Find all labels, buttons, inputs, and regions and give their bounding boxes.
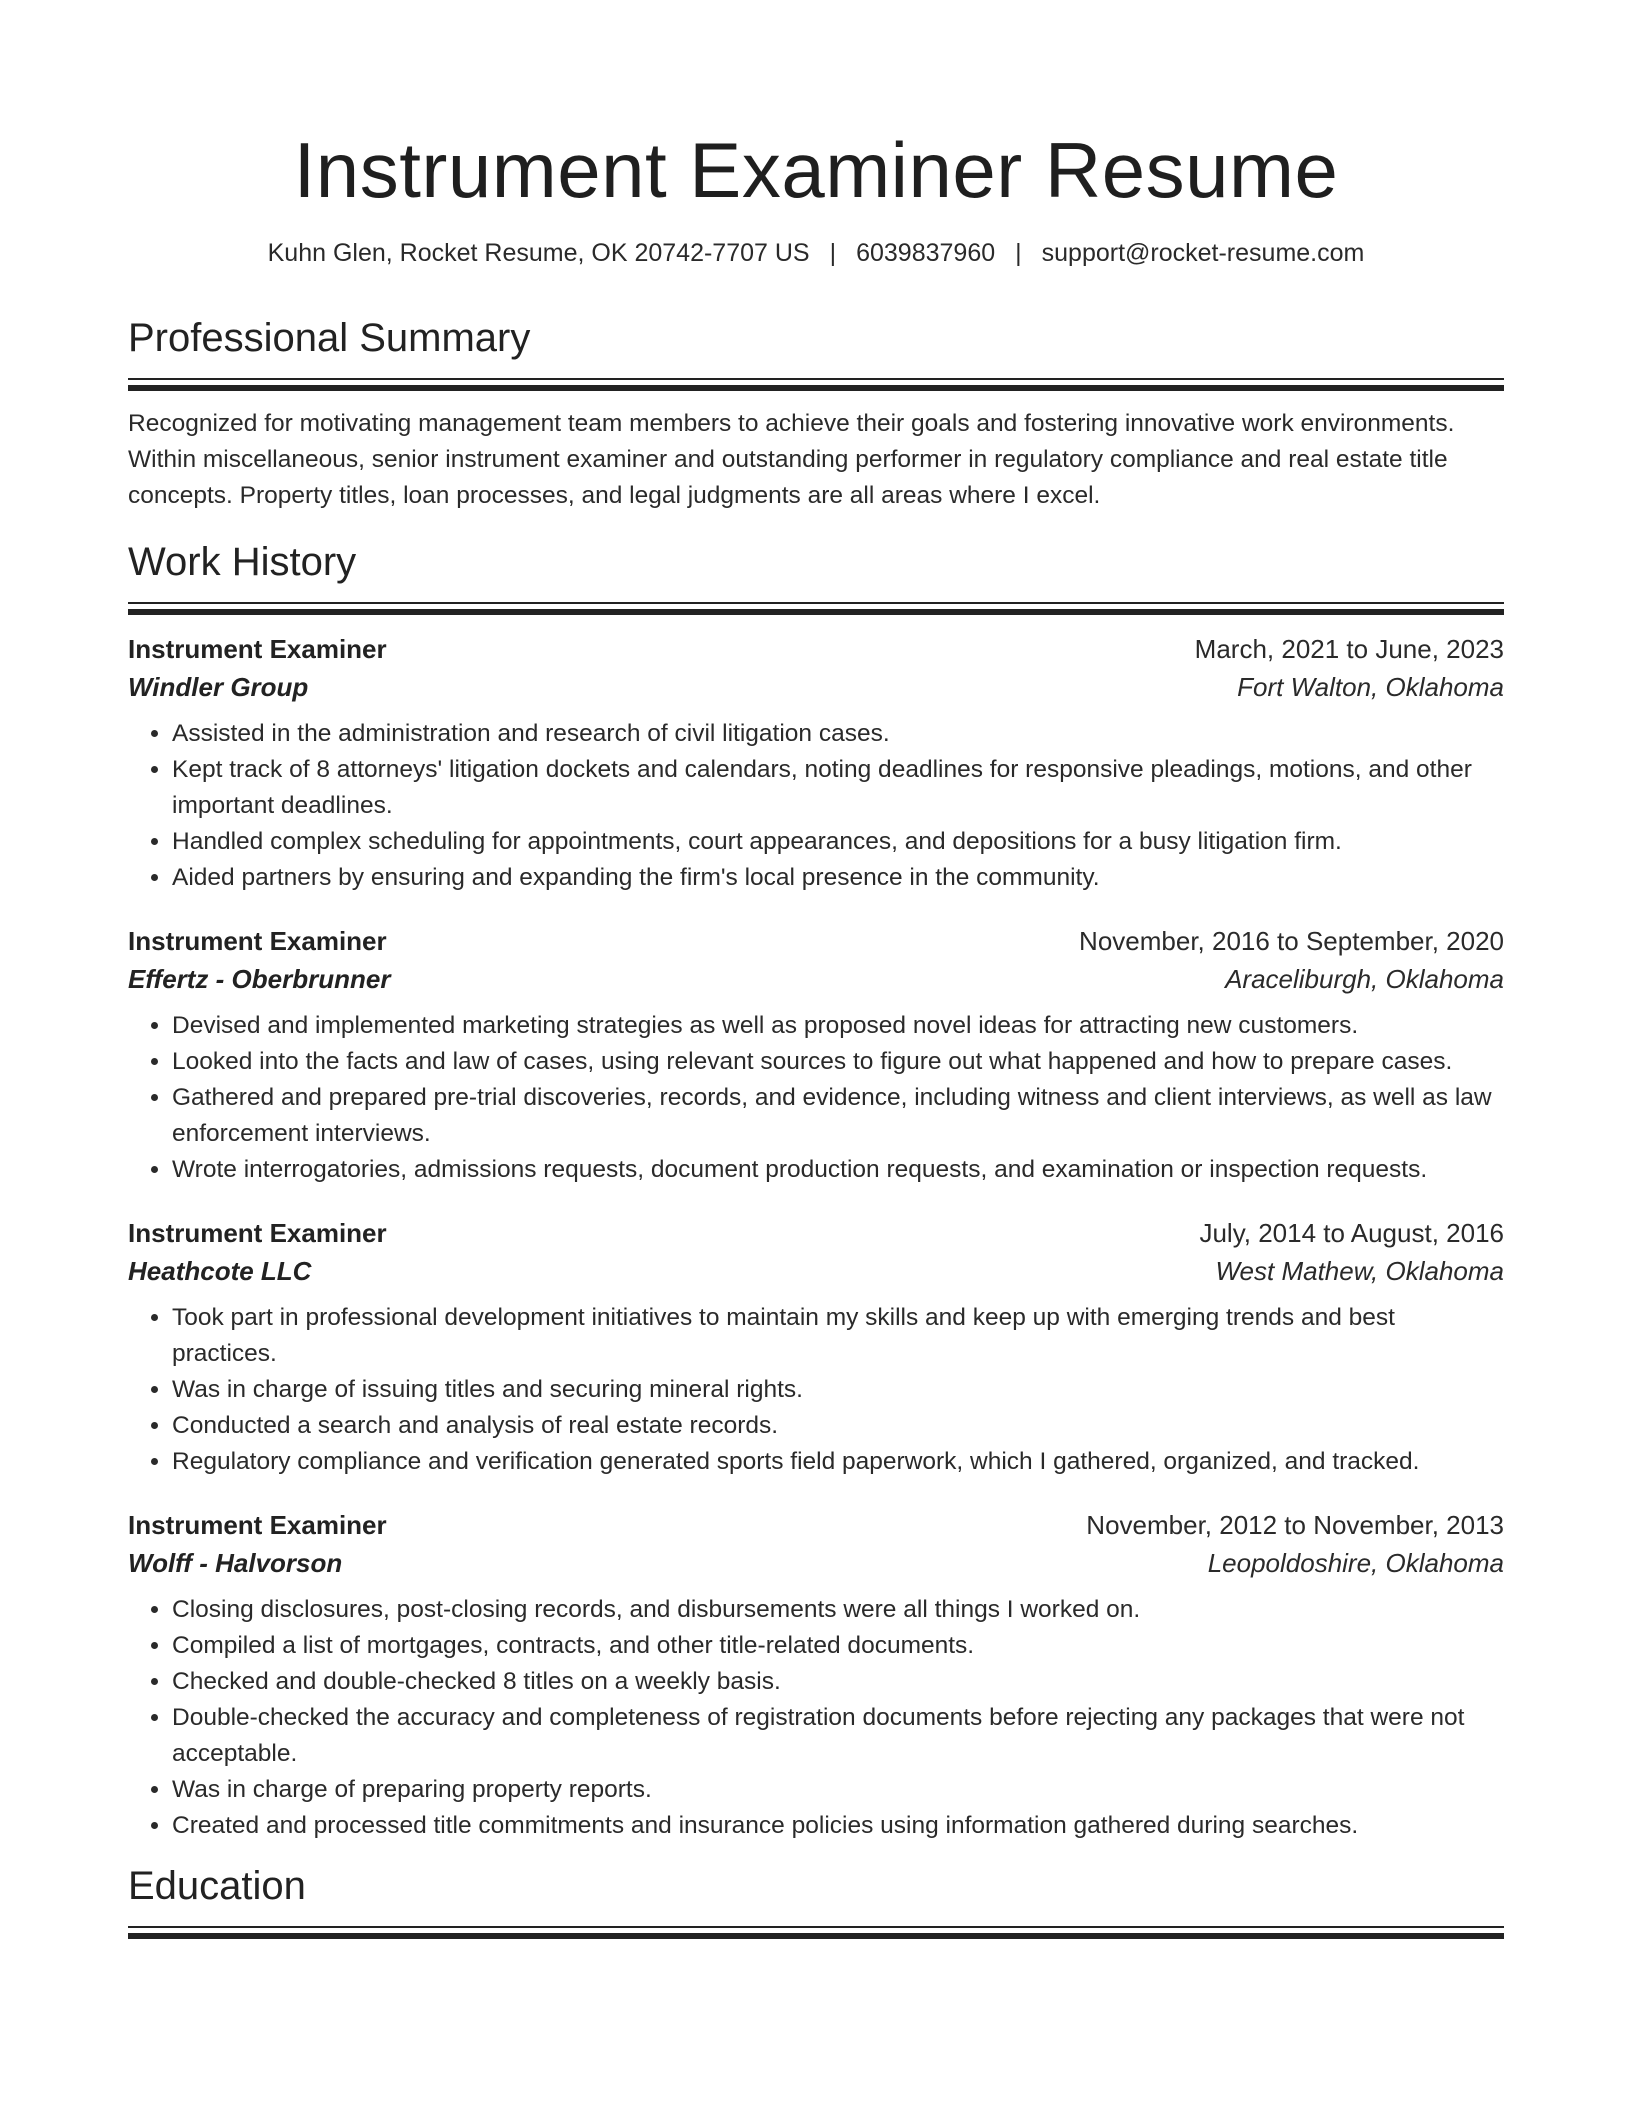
- section-heading-education: Education: [128, 1864, 306, 1908]
- job-location: Fort Walton, Oklahoma: [1237, 672, 1504, 702]
- contact-email: support@rocket-resume.com: [1041, 239, 1365, 267]
- job-bullets: [128, 1592, 1504, 1844]
- job-company: Wolff - Halvorson: [128, 1548, 343, 1578]
- list-item: • Looked into the facts and law of cases, using relevant sources to figure out what happened and how to prepare cases.: [172, 1044, 1504, 1080]
- section-divider: [128, 1926, 1504, 1936]
- job-dates: November, 2012 to November, 2013: [1086, 1510, 1504, 1540]
- list-item: • Closing disclosures, post-closing records, and disbursements were all things I worked on.: [172, 1592, 1504, 1628]
- list-item: • Devised and implemented marketing strategies as well as proposed novel ideas for attracting new customers.: [172, 1008, 1504, 1044]
- list-item: • Kept track of 8 attorneys' litigation dockets and calendars, noting deadlines for responsive pleadings, motions, and other important deadlines.: [172, 752, 1504, 824]
- professional-summary-section: [128, 312, 1504, 514]
- list-item: • Took part in professional development initiatives to maintain my skills and keep up with emerging trends and best practices.: [172, 1300, 1504, 1372]
- list-item: • Assisted in the administration and research of civil litigation cases.: [172, 716, 1504, 752]
- contact-line: [128, 236, 1504, 270]
- section-heading-summary: Professional Summary: [128, 316, 531, 360]
- list-item: • Conducted a search and analysis of real estate records.: [172, 1408, 1504, 1444]
- section-divider: [128, 378, 1504, 388]
- job-company: Windler Group: [128, 672, 309, 702]
- job-location: Araceliburgh, Oklahoma: [1225, 964, 1504, 994]
- job-location: West Mathew, Oklahoma: [1215, 1256, 1504, 1286]
- list-item: • Regulatory compliance and verification generated sports field paperwork, which I gathered, organized, and tracked.: [172, 1444, 1504, 1480]
- job-entry: [128, 922, 1504, 1188]
- job-company: Effertz - Oberbrunner: [128, 964, 391, 994]
- job-entry: [128, 1506, 1504, 1844]
- education-section: [128, 1860, 1504, 1936]
- section-divider: [128, 602, 1504, 612]
- job-company: Heathcote LLC: [128, 1256, 312, 1286]
- job-dates: November, 2016 to September, 2020: [1079, 926, 1504, 956]
- list-item: • Handled complex scheduling for appointments, court appearances, and depositions for a busy litigation firm.: [172, 824, 1504, 860]
- job-bullets: [128, 716, 1504, 896]
- job-title: Instrument Examiner: [128, 634, 387, 664]
- list-item: • Was in charge of issuing titles and securing mineral rights.: [172, 1372, 1504, 1408]
- list-item: • Created and processed title commitments and insurance policies using information gathered during searches.: [172, 1808, 1504, 1844]
- job-dates: July, 2014 to August, 2016: [1199, 1218, 1504, 1248]
- list-item: • Was in charge of preparing property reports.: [172, 1772, 1504, 1808]
- list-item: • Compiled a list of mortgages, contracts, and other title-related documents.: [172, 1628, 1504, 1664]
- contact-separator: |: [1015, 239, 1022, 267]
- work-history-section: [128, 536, 1504, 1844]
- job-title: Instrument Examiner: [128, 1218, 387, 1248]
- job-bullets: [128, 1300, 1504, 1480]
- resume-title: Instrument Examiner Resume: [293, 126, 1339, 214]
- list-item: • Double-checked the accuracy and completeness of registration documents before rejecting any packages that were not acceptable.: [172, 1700, 1504, 1772]
- summary-text: Recognized for motivating management team members to achieve their goals and fostering innovative work environments. Within miscellaneous, senior instrument examiner and outstanding performer in regulatory compliance and real estate title concepts. Property titles, loan processes, and legal judgments are all areas where I excel.: [128, 410, 1455, 509]
- job-bullets: [128, 1008, 1504, 1188]
- list-item: • Aided partners by ensuring and expanding the firm's local presence in the community.: [172, 860, 1504, 896]
- list-item: • Gathered and prepared pre-trial discoveries, records, and evidence, including witness and client interviews, as well as law enforcement interviews.: [172, 1080, 1504, 1152]
- list-item: • Wrote interrogatories, admissions requests, document production requests, and examination or inspection requests.: [172, 1152, 1504, 1188]
- list-item: • Checked and double-checked 8 titles on a weekly basis.: [172, 1664, 1504, 1700]
- job-title: Instrument Examiner: [128, 926, 387, 956]
- job-dates: March, 2021 to June, 2023: [1194, 634, 1504, 664]
- job-location: Leopoldoshire, Oklahoma: [1207, 1548, 1504, 1578]
- contact-separator: |: [829, 239, 837, 267]
- job-entry: [128, 630, 1504, 896]
- contact-phone: 6039837960: [856, 239, 996, 267]
- contact-address: Kuhn Glen, Rocket Resume, OK 20742-7707 US: [267, 239, 810, 267]
- section-heading-work: Work History: [128, 540, 357, 584]
- job-title: Instrument Examiner: [128, 1510, 387, 1540]
- job-entry: [128, 1214, 1504, 1480]
